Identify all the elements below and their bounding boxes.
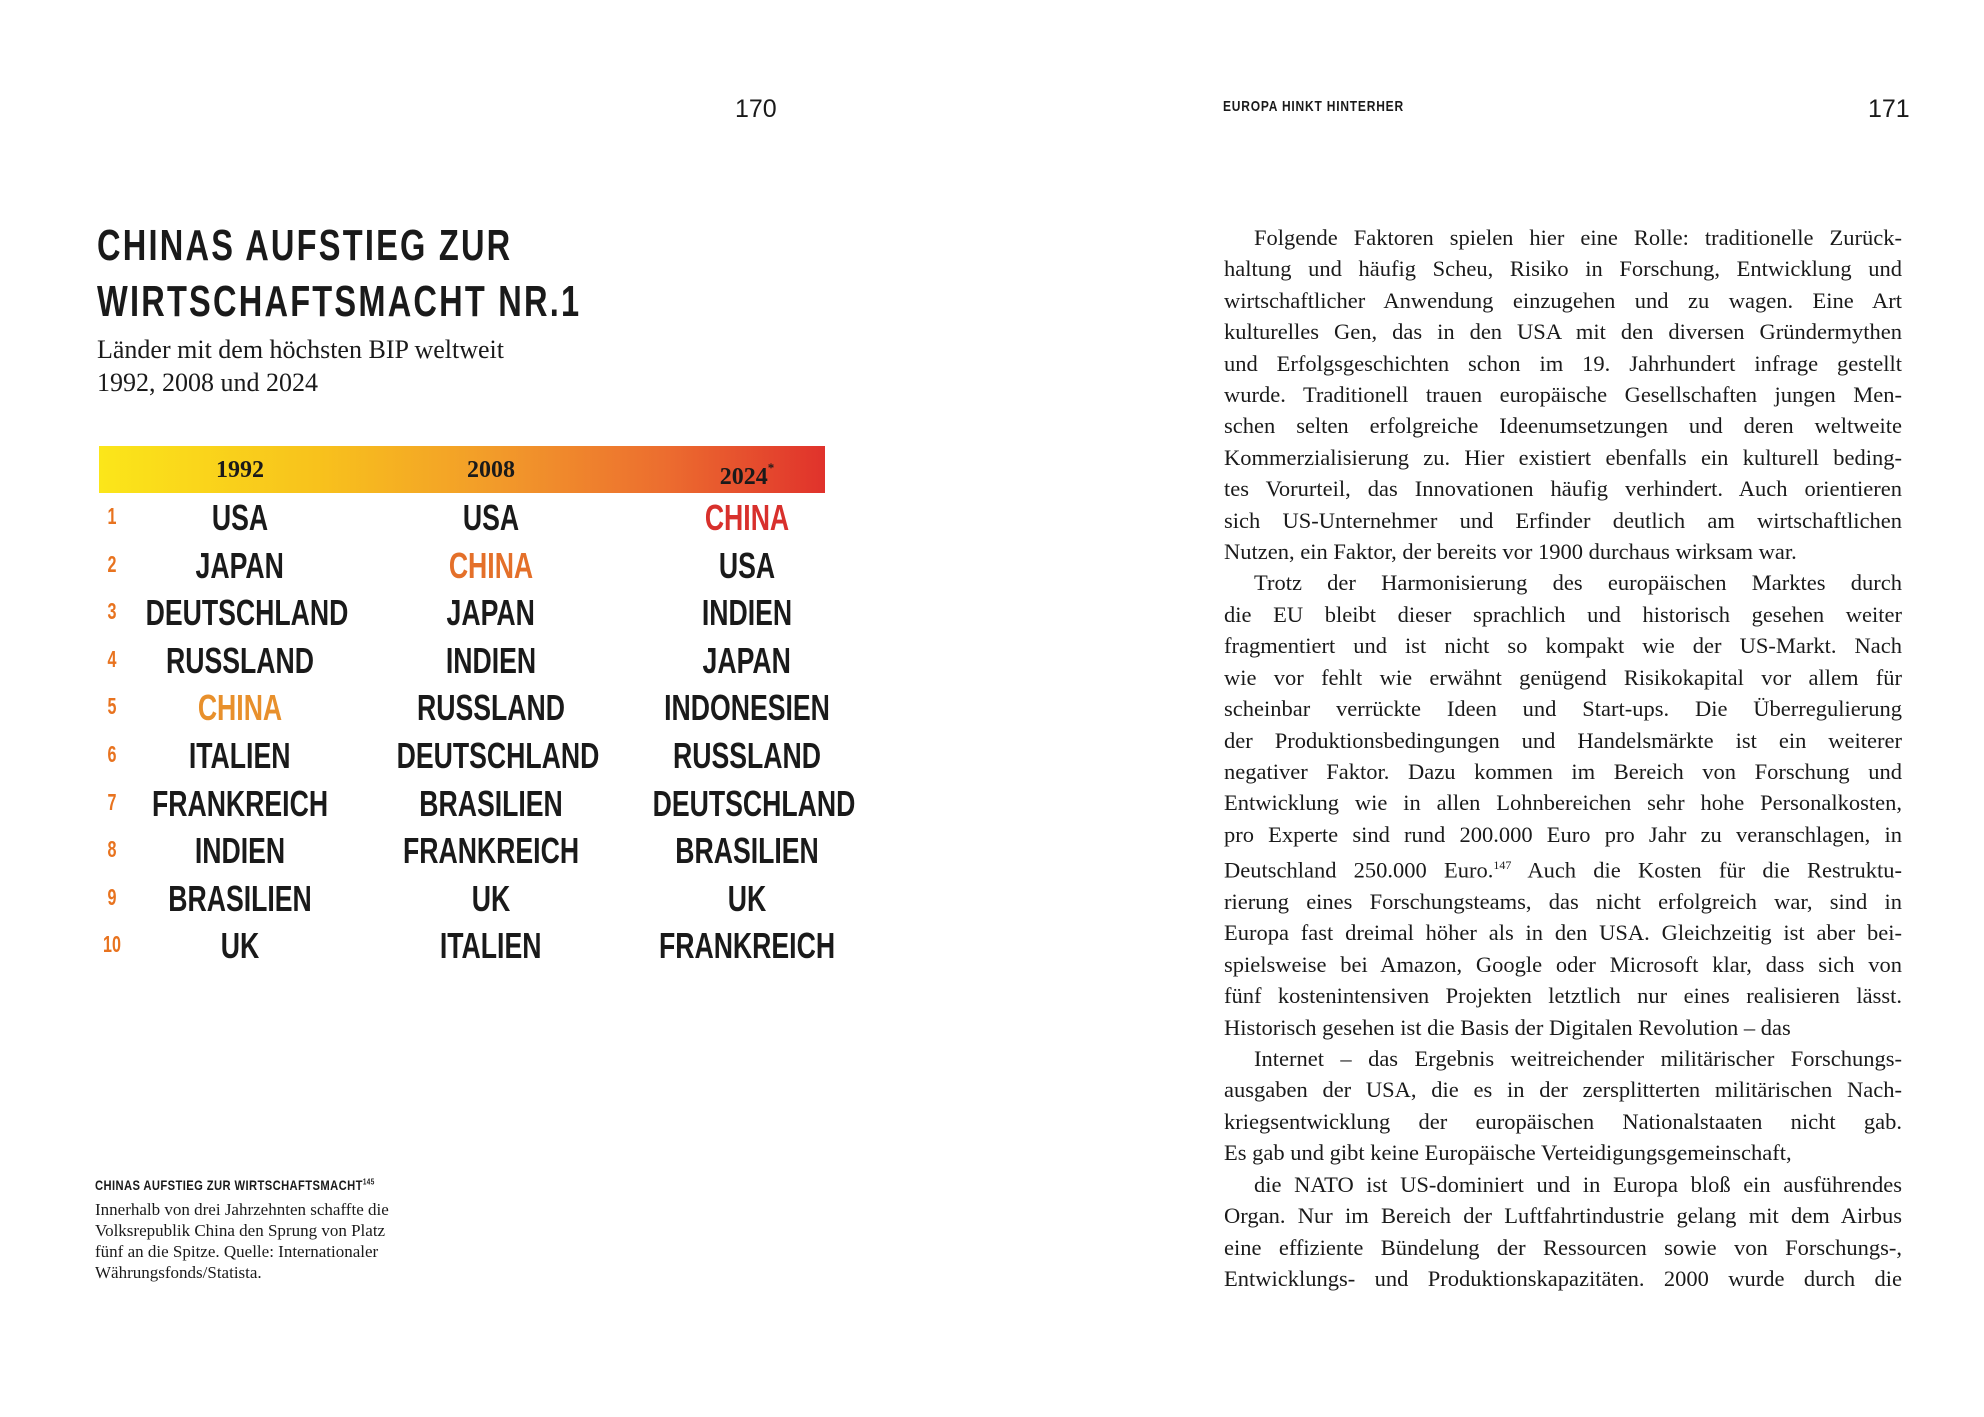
text-line: Folgende Faktoren spielen hier eine Rolle: traditionelle Zurück- [1254, 225, 1902, 250]
running-head: EUROPA HINKT HINTERHER [1223, 98, 1404, 115]
country-cell [361, 497, 621, 539]
table-row [99, 779, 856, 827]
rank-number: 5 [107, 693, 117, 720]
country-cell [110, 687, 370, 729]
text-line: rierung eines Forschungsteams, das nicht erfolgreich war, sind in [1224, 889, 1902, 915]
country-name: CHINA [704, 497, 790, 538]
rank-number: 10 [103, 931, 121, 958]
text-line: Nutzen, ein Faktor, der bereits vor 1900 durchaus wirksam war. [1224, 539, 1797, 565]
country-cell [110, 640, 370, 682]
country-cell [361, 640, 621, 682]
country-name: INDIEN [194, 830, 286, 872]
country-cell [361, 783, 621, 825]
text-line: Entwicklungs- und Produktionskapazitäten. 2000 wurde durch die [1224, 1265, 1902, 1291]
country-name: DEUTSCHLAND [145, 592, 349, 634]
footnote-marker: 147 [1493, 858, 1512, 873]
text-line: und Erfolgsgeschichten schon im 19. Jahrhundert infrage gestellt [1224, 350, 1902, 376]
caption-line: fünf an die Spitze. Quelle: Internationaler [95, 1242, 379, 1261]
country-name: UK [727, 877, 767, 919]
text-line: negativer Faktor. Dazu kommen im Bereich von Forschung und [1224, 758, 1902, 784]
title-line-2: WIRTSCHAFTSMACHT NR.1 [97, 277, 582, 326]
country-name: RUSSLAND [165, 639, 314, 681]
country-cell [110, 592, 370, 634]
subtitle-line-1: Länder mit dem höchsten BIP weltweit [97, 335, 504, 364]
text-line: fünf kostenintensiven Projekten letztlich nur eines realisieren lässt. [1224, 983, 1902, 1009]
table-row [99, 588, 825, 636]
country-name: DEUTSCHLAND [396, 734, 600, 776]
country-name: ITALIEN [440, 925, 542, 967]
rank-number: 8 [107, 836, 117, 863]
rank-number: 6 [107, 740, 117, 767]
table-row [99, 493, 825, 541]
country-name: BRASILIEN [168, 877, 312, 919]
country-cell [617, 925, 877, 967]
year-footnote-mark: * [767, 460, 775, 475]
infographic-title [97, 218, 797, 330]
text-line: scheinbar verrückte Ideen und Start-ups. Die Überregulierung [1224, 696, 1902, 722]
text-line: schen selten erfolgreiche Ideenumsetzungen und deren weltweite [1224, 413, 1902, 439]
table-row [99, 541, 825, 589]
text-line: Historisch gesehen ist die Basis der Digitalen Revolution – das [1224, 1014, 1791, 1040]
country-name: INDONESIEN [664, 687, 830, 729]
text-line: kriegsentwicklung der europäischen Nationalstaaten nicht gab. [1224, 1108, 1902, 1134]
title-line-1: CHINAS AUFSTIEG ZUR [97, 221, 513, 270]
rank-number: 4 [107, 645, 117, 672]
country-cell [617, 830, 877, 872]
caption-line: Volksrepublik China den Sprung von Platz [95, 1221, 386, 1240]
body-text [1224, 222, 1902, 1294]
text-line: der Produktionsbedingungen und Handelsmärkte ist ein weiterer [1224, 727, 1902, 753]
country-name: CHINA [448, 544, 534, 586]
text-line: wie vor fehlt wie erwähnt genügend Risikokapital vor allem für [1224, 664, 1902, 690]
country-name: BRASILIEN [675, 830, 819, 872]
table-row [99, 826, 825, 874]
text-line: kulturelles Gen, das in den USA mit den diversen Gründermythen [1224, 319, 1902, 345]
text-line: Es gab und gibt keine Europäische Verteidigungsgemeinschaft, [1224, 1140, 1792, 1166]
gdp-ranking-table [99, 446, 856, 969]
country-cell [110, 545, 370, 587]
caption-title: CHINAS AUFSTIEG ZUR WIRTSCHAFTSMACHT$^{145}$ [95, 1177, 375, 1193]
country-cell [617, 545, 877, 587]
country-name: BRASILIEN [419, 782, 563, 824]
table-row [99, 921, 836, 969]
text-line: fragmentiert und ist nicht so kompakt wie der US-Markt. Nach [1224, 633, 1902, 659]
country-cell [361, 735, 621, 777]
country-name: USA [718, 544, 776, 586]
figure-caption [95, 1177, 455, 1283]
country-cell [361, 925, 621, 967]
text-line: Europa fast dreimal höher als in den USA. Gleichzeitig ist aber bei- [1224, 920, 1902, 946]
caption-line: Währungsfonds/Statista. [95, 1263, 262, 1282]
year-header-bar [99, 446, 825, 493]
rank-number: 9 [107, 883, 117, 910]
text-line: ausgaben der USA, die es in der zersplitterten militärischen Nach- [1224, 1077, 1902, 1103]
country-cell [110, 783, 370, 825]
text-line: die NATO ist US-dominiert und in Europa bloß ein ausführendes [1254, 1171, 1902, 1197]
rank-number: 2 [107, 550, 117, 577]
country-cell [617, 878, 877, 920]
text-line: eine effiziente Bündelung der Ressourcen sowie von Forschungs-, [1224, 1234, 1902, 1260]
text-line: wirtschaftlicher Anwendung einzugehen und zu wagen. Eine Art [1224, 287, 1902, 313]
country-name: ITALIEN [189, 734, 291, 776]
country-cell [617, 497, 877, 539]
table-row [99, 683, 830, 731]
table-row [99, 636, 825, 684]
caption-line: Innerhalb von drei Jahrzehnten schaffte die [95, 1200, 389, 1219]
country-name: FRANKREICH [402, 830, 580, 872]
text-line: Entwicklung wie in allen Lohnbereichen sehr hohe Personalkosten, [1224, 790, 1902, 816]
country-cell [361, 830, 621, 872]
table-row [99, 731, 825, 779]
country-cell [361, 545, 621, 587]
text-line: tes Vorurteil, das Innovationen häufig verhindert. Auch orientieren [1224, 476, 1902, 502]
country-name: UK [220, 925, 260, 967]
country-name: INDIEN [701, 592, 793, 634]
text-fragment: Deutschland 250.000 Euro. [1224, 857, 1494, 883]
table-row [99, 874, 825, 922]
year-1992-header: 1992 [216, 457, 264, 483]
country-name: FRANKREICH [658, 925, 836, 967]
text-line [1224, 850, 1902, 886]
text-line: haltung und häufig Scheu, Risiko in Forschung, Entwicklung und [1224, 256, 1902, 282]
text-line: spielsweise bei Amazon, Google oder Microsoft klar, dass sich von [1224, 951, 1902, 977]
country-name: JAPAN [195, 544, 285, 586]
country-cell [361, 592, 621, 634]
country-name: USA [211, 497, 269, 538]
country-cell [110, 497, 370, 539]
text-line: Internet – das Ergebnis weitreichender militärischer Forschungs- [1254, 1046, 1902, 1072]
country-cell [617, 783, 877, 825]
country-name: INDIEN [445, 639, 537, 681]
text-line: Organ. Nur im Bereich der Luftfahrtindustrie gelang mit dem Airbus [1224, 1203, 1902, 1229]
rank-number: 7 [107, 788, 117, 815]
caption-footnote: 145 [362, 1177, 375, 1187]
country-name: UK [471, 877, 511, 919]
text-line: wurde. Traditionell trauen europäische Gesellschaften jungen Men- [1224, 382, 1902, 408]
country-name: RUSSLAND [416, 687, 565, 729]
text-line: die EU bleibt dieser sprachlich und historisch gesehen weiter [1224, 601, 1902, 627]
country-name: JAPAN [702, 639, 792, 681]
country-cell [110, 925, 370, 967]
country-name: USA [462, 497, 520, 538]
country-cell [617, 592, 877, 634]
country-cell [110, 878, 370, 920]
year-2024-header: 2024* [719, 460, 775, 490]
country-cell [617, 687, 877, 729]
table-rows [99, 493, 856, 969]
country-cell [110, 735, 370, 777]
year-2008-header: 2008 [467, 457, 515, 483]
country-cell [110, 830, 370, 872]
text-line: Trotz der Harmonisierung des europäischen Marktes durch [1254, 570, 1902, 596]
page-number-left: 170 [735, 95, 777, 123]
country-name: RUSSLAND [672, 734, 821, 776]
text-line: sich US-Unternehmer und Erfinder deutlich am wirtschaftlichen [1224, 507, 1902, 533]
caption-text [95, 1199, 455, 1283]
text-line: pro Experte sind rund 200.000 Euro pro Jahr zu veranschlagen, in [1224, 821, 1902, 847]
text-line: Kommerzialisierung zu. Hier existiert ebenfalls ein kulturell beding- [1224, 444, 1902, 470]
page-number-right: 171 [1868, 95, 1910, 123]
text-fragment: Auch die Kosten für die Restruktu- [1511, 857, 1902, 883]
rank-number: 3 [107, 598, 117, 625]
country-name: CHINA [197, 687, 283, 729]
infographic-subtitle [97, 333, 504, 399]
country-name: DEUTSCHLAND [652, 782, 856, 824]
country-name: JAPAN [446, 592, 536, 634]
country-cell [361, 687, 621, 729]
rank-number: 1 [107, 503, 117, 529]
country-name: FRANKREICH [151, 782, 329, 824]
country-cell [617, 640, 877, 682]
country-cell [361, 878, 621, 920]
country-cell [617, 735, 877, 777]
subtitle-line-2: 1992, 2008 und 2024 [97, 368, 318, 397]
